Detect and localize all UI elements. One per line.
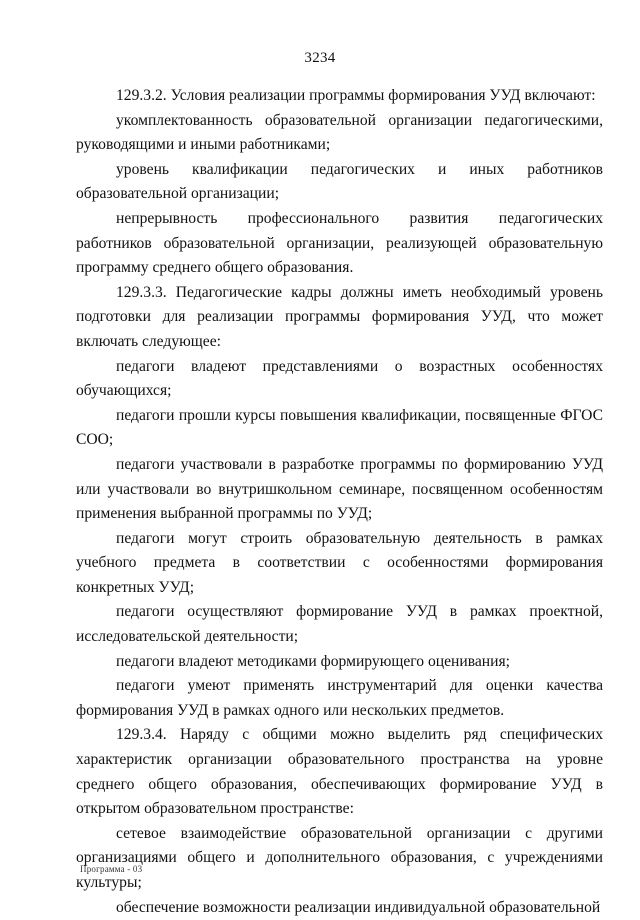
paragraph: 129.3.2. Условия реализации программы формирования УУД включают: [116,87,596,104]
document-body [76,84,603,920]
paragraph: педагоги владеют методиками формирующего оценивания; [116,652,510,670]
paragraph: педагоги участвовали в разработке программы по формированию УУД или участвовали во внутришкольном семинаре, посвященном особенностям применения выбранной программы по УУД; [76,455,603,523]
paragraph: педагоги осуществляют формирование УУД в рамках проектной, исследовательской деятельности; [76,603,603,646]
paragraph: педагоги владеют представлениями о возрастных особенностях обучающихся; [76,357,603,400]
paragraph: сетевое взаимодействие образовательной организации с другими организациями общего и дополнительного образования, с учреждениями культуры; [76,824,603,891]
paragraph: непрерывность профессионального развития педагогических работников образовательной организации, реализующей образовательную программу среднего общего образования. [76,209,603,277]
paragraph: уровень квалификации педагогических и иных работников образовательной организации; [76,160,603,203]
paragraph: 129.3.3. Педагогические кадры должны иметь необходимый уровень подготовки для реализации программы формирования УУД, что может включать следующее: [76,283,603,350]
paragraph: 129.3.4. Наряду с общими можно выделить ряд специфических характеристик организации образовательного пространства на уровне среднего общего образования, обеспечивающих формирование УУД в открытом образовательном пространстве: [76,726,603,818]
paragraph: педагоги могут строить образовательную деятельность в рамках учебного предмета в соответствии с особенностями формирования конкретных УУД; [76,529,603,596]
paragraph: обеспечение возможности реализации индивидуальной образовательной [116,898,601,916]
footer-label: Программа - 03 [80,864,143,874]
paragraph: педагоги умеют применять инструментарий для оценки качества формирования УУД в рамках одного или нескольких предметов. [76,677,603,719]
paragraph: педагоги прошли курсы повышения квалификации, посвященные ФГОС СОО; [76,406,603,449]
page-number: 3234 [304,50,336,66]
paragraph: укомплектованность образовательной организации педагогическими, руководящими и иными работниками; [76,111,603,154]
